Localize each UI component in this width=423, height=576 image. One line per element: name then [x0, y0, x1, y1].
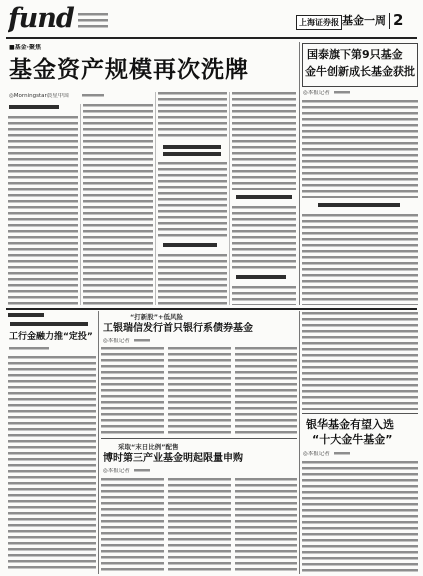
lower-mid-body [168, 347, 231, 435]
byline-name-text [82, 94, 104, 98]
lead-subhead [236, 195, 292, 200]
lead-body-col-b [83, 104, 153, 305]
lead-subhead [9, 105, 59, 110]
lower-right-body [302, 312, 418, 410]
lead-body-col-c [158, 254, 227, 305]
lead-subhead [163, 243, 217, 248]
sidebar-byline: ◎本报记者 [303, 90, 330, 96]
lower-mid-body [101, 347, 164, 435]
lead-body-col-c [158, 162, 227, 238]
lower-mid-body [101, 478, 164, 572]
lead-body-col-d [232, 206, 296, 270]
column-divider [80, 104, 81, 305]
lower-mid-headline: 博时第三产业基金明起限量申购 [103, 453, 243, 464]
lower-left-headline: 工行金融力推“定投” [9, 332, 93, 342]
section-title: 基金一周 [342, 14, 386, 27]
lead-body-col-d [232, 92, 296, 190]
byline-name-text [134, 469, 150, 473]
lower-right-headline: “十大金牛基金” [312, 433, 393, 446]
column-divider [98, 311, 99, 574]
newspaper-logo: 上海证券报 [296, 15, 342, 30]
lead-byline: ◎Morningstar晨星中国 [9, 93, 69, 99]
lower-mid-body [235, 478, 297, 572]
column-divider [299, 311, 300, 574]
byline-name-text [134, 339, 150, 343]
section-label: ■基金·聚焦 [9, 44, 41, 51]
sidebar-body [302, 100, 418, 198]
article-byline: ◎本报记者 [103, 468, 130, 474]
article-kicker: 采取“末日比例”配售 [118, 443, 179, 451]
article-rule [302, 413, 418, 414]
byline-name-text [334, 452, 350, 456]
article-rule [101, 438, 297, 439]
lower-mid-body [235, 347, 297, 435]
lead-headline: 基金资产规模再次洗牌 [9, 57, 249, 83]
sidebar-subhead [318, 203, 400, 208]
lead-subhead [163, 145, 221, 157]
page-number: 2 [393, 11, 404, 29]
lead-body-col-d [232, 286, 296, 305]
section-rule [6, 308, 417, 310]
sidebar-body [302, 214, 418, 305]
lead-body-col-a [8, 116, 78, 305]
lower-mid-headline: 工银瑞信发行首只银行系债券基金 [103, 323, 253, 334]
lower-left-body [8, 356, 96, 572]
sidebar-headline: 金牛创新成长基金获批 [305, 65, 415, 78]
sidebar-headline: 国泰旗下第9只基金 [307, 48, 403, 61]
lead-body-col-c [158, 92, 227, 140]
byline-name-text [334, 91, 350, 95]
sidebar-divider [299, 42, 300, 305]
lower-mid-body [168, 478, 231, 572]
fund-logo: fund [8, 4, 74, 34]
article-kicker [10, 322, 88, 327]
article-kicker: “打新股”+低风险 [130, 313, 183, 321]
lower-right-body [302, 461, 418, 572]
article-byline: ◎本报记者 [303, 451, 330, 457]
section-label [8, 313, 44, 317]
lower-right-headline: 银华基金有望入选 [306, 418, 394, 431]
column-divider [229, 92, 230, 305]
article-byline [9, 347, 49, 351]
masthead-info-text [78, 13, 108, 28]
lead-subhead [236, 275, 286, 280]
article-byline: ◎本报记者 [103, 338, 130, 344]
masthead-rule [6, 37, 417, 39]
masthead-divider [389, 13, 390, 29]
column-divider [155, 92, 156, 305]
